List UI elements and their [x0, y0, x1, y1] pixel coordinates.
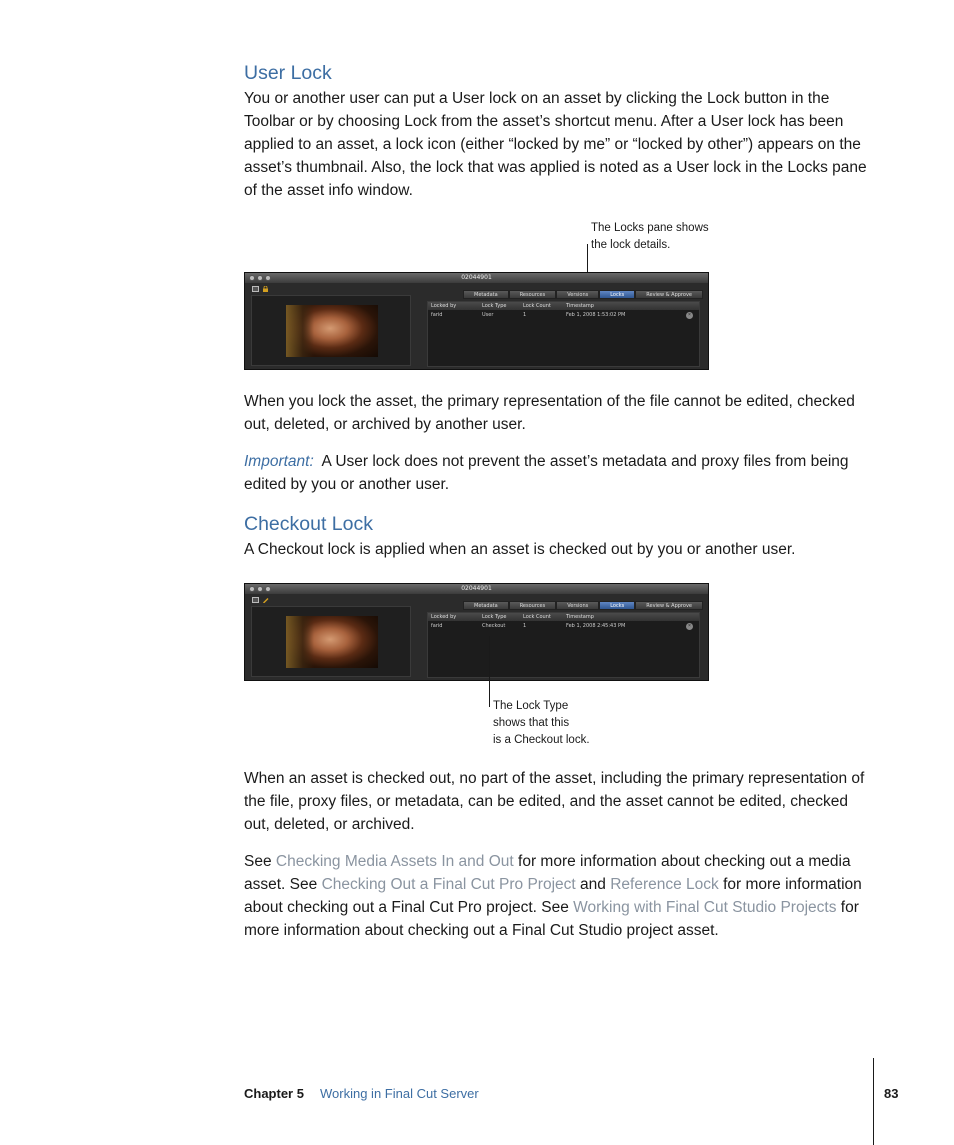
- important-label: Important:: [244, 453, 314, 470]
- column-header[interactable]: Lock Type: [482, 614, 507, 620]
- thumbnail-pane: [251, 295, 411, 366]
- film-icon: [252, 286, 259, 292]
- cell-lock-count: 1: [523, 623, 527, 629]
- footer-chapter-title[interactable]: Working in Final Cut Server: [320, 1086, 479, 1101]
- see-text: and: [580, 876, 606, 893]
- locks-table-header: [428, 302, 699, 310]
- link-working-with-fcs-projects[interactable]: Working with Final Cut Studio Projects: [573, 899, 837, 916]
- asset-icons: [252, 596, 269, 603]
- locks-table: [427, 612, 700, 678]
- callout-line: The Locks pane shows: [591, 222, 709, 234]
- tab-locks[interactable]: Locks: [599, 601, 635, 610]
- callout-line: shows that this: [493, 717, 570, 729]
- column-header[interactable]: Timestamp: [566, 303, 594, 309]
- see-text: for more information about checking out a media asset. See: [244, 853, 851, 893]
- callout-line: is a Checkout lock.: [493, 734, 590, 746]
- info-tabs: [463, 601, 703, 610]
- locks-pane-callout: [591, 220, 709, 254]
- footer-chapter: Chapter 5: [244, 1086, 304, 1101]
- table-row[interactable]: [428, 311, 699, 319]
- tab-locks[interactable]: Locks: [599, 290, 635, 299]
- window-titlebar: [245, 273, 708, 283]
- cell-timestamp: Feb 1, 2008 1:53:02 PM: [566, 312, 626, 318]
- checkout-lock-body: A Checkout lock is applied when an asset is checked out by you or another user.: [244, 541, 796, 558]
- remove-lock-icon[interactable]: ×: [686, 623, 693, 630]
- column-header[interactable]: Locked by: [431, 614, 457, 620]
- cell-locked-by: farid: [431, 312, 443, 318]
- tab-versions[interactable]: Versions: [556, 290, 599, 299]
- tab-resources[interactable]: Resources: [509, 290, 557, 299]
- see-text: for more information about checking out a Final Cut Studio project asset.: [244, 899, 859, 939]
- callout-line: The Lock Type: [493, 700, 569, 712]
- tab-versions[interactable]: Versions: [556, 601, 599, 610]
- tab-review-approve[interactable]: Review & Approve: [635, 290, 703, 299]
- tab-review-approve[interactable]: Review & Approve: [635, 601, 703, 610]
- section-heading-user-lock: User Lock: [244, 62, 332, 84]
- cell-lock-count: 1: [523, 312, 527, 318]
- callout-line: the lock details.: [591, 239, 671, 251]
- section-heading-checkout-lock: Checkout Lock: [244, 513, 373, 535]
- see-text: See: [244, 853, 272, 870]
- thumbnail-pane: [251, 606, 411, 677]
- column-header[interactable]: Lock Count: [523, 303, 551, 309]
- window-title: 02044901: [461, 274, 492, 281]
- link-reference-lock[interactable]: Reference Lock: [610, 876, 719, 893]
- page-number: 83: [884, 1086, 899, 1101]
- cell-lock-type: Checkout: [482, 623, 506, 629]
- user-lock-body: You or another user can put a User lock on an asset by clicking the Lock button in the Toolbar or by choosing Lock from the asset’s shortcut menu. After a User lock has been applied to an asset, a lock icon (either “locked by me” or “locked by other”) appears on the asset’s thumbnail. Also, the lock that was applied is noted as a User lock in the Locks pane of the asset info window.: [244, 90, 867, 199]
- link-checking-out-fcp-project[interactable]: Checking Out a Final Cut Pro Project: [321, 876, 576, 893]
- asset-icons: [252, 285, 269, 292]
- tab-metadata[interactable]: Metadata: [463, 601, 509, 610]
- locks-table-header: [428, 613, 699, 621]
- window-titlebar: [245, 584, 708, 594]
- asset-info-window-checkout-lock: [244, 583, 709, 681]
- film-icon: [252, 597, 259, 603]
- tab-resources[interactable]: Resources: [509, 601, 557, 610]
- remove-lock-icon[interactable]: ×: [686, 312, 693, 319]
- info-tabs: [463, 290, 703, 299]
- checkout-pencil-icon: [262, 597, 269, 603]
- cell-lock-type: User: [482, 312, 494, 318]
- column-header[interactable]: Lock Count: [523, 614, 551, 620]
- callout-leader-line: [489, 636, 490, 707]
- important-text: A User lock does not prevent the asset’s metadata and proxy files from being edited by you or another user.: [244, 453, 849, 493]
- table-row[interactable]: [428, 622, 699, 630]
- lock-icon: [262, 286, 269, 292]
- asset-thumbnail-image[interactable]: [286, 616, 378, 668]
- lock-type-callout: [493, 698, 590, 749]
- column-header[interactable]: Timestamp: [566, 614, 594, 620]
- see-also-paragraph: [244, 850, 876, 942]
- important-note: [244, 450, 876, 496]
- link-checking-media-assets[interactable]: Checking Media Assets In and Out: [275, 853, 514, 870]
- user-lock-after-figure: When you lock the asset, the primary representation of the file cannot be edited, checked out, deleted, or archived by another user.: [244, 393, 855, 433]
- see-text: for more information about checking out a Final Cut Pro project. See: [244, 876, 862, 916]
- footer-divider: [873, 1058, 874, 1145]
- checkout-lock-after-figure: When an asset is checked out, no part of the asset, including the primary representation of the file, proxy files, or metadata, can be edited, and the asset cannot be edited, checked out, deleted, or archived.: [244, 770, 865, 833]
- locks-table: [427, 301, 700, 367]
- asset-info-window-user-lock: [244, 272, 709, 370]
- cell-timestamp: Feb 1, 2008 2:45:43 PM: [566, 623, 626, 629]
- cell-locked-by: farid: [431, 623, 443, 629]
- window-title: 02044901: [461, 585, 492, 592]
- column-header[interactable]: Lock Type: [482, 303, 507, 309]
- tab-metadata[interactable]: Metadata: [463, 290, 509, 299]
- asset-thumbnail-image[interactable]: [286, 305, 378, 357]
- column-header[interactable]: Locked by: [431, 303, 457, 309]
